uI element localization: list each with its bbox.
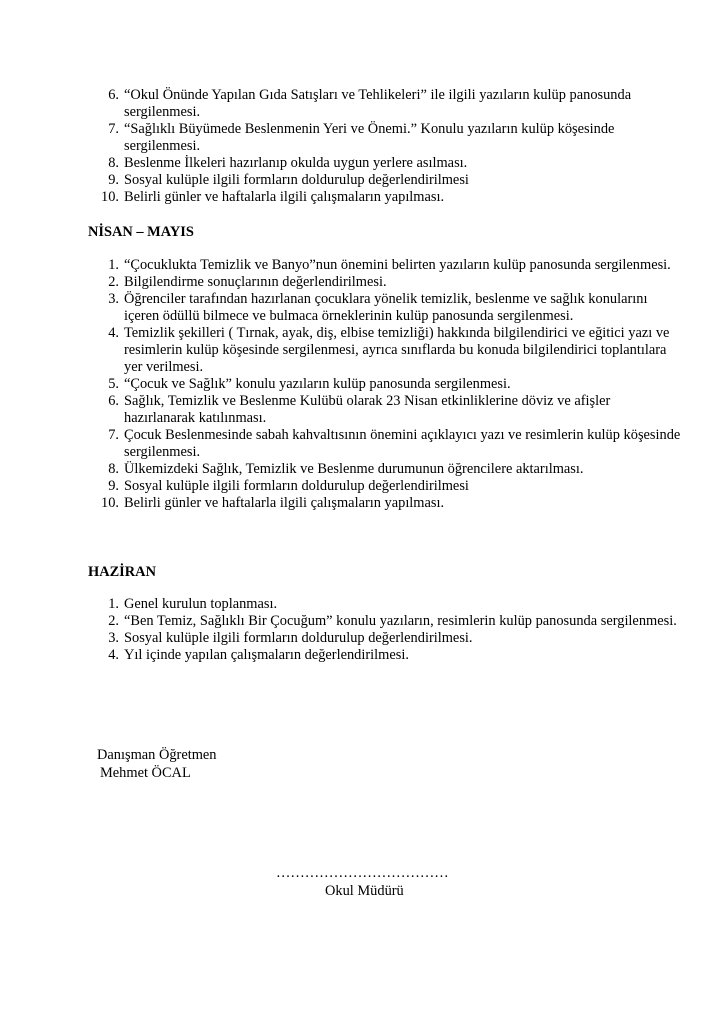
item-number: 10. xyxy=(101,495,119,511)
section-title-haziran: HAZİRAN xyxy=(88,564,156,580)
item-number: 4. xyxy=(108,647,119,663)
principal-role: Okul Müdürü xyxy=(325,883,404,899)
list-haziran xyxy=(81,596,684,664)
list-item xyxy=(81,647,684,664)
item-number: 2. xyxy=(108,274,119,290)
item-text: Belirli günler ve haftalarla ilgili çalışmaların yapılması. xyxy=(124,189,445,205)
list-item xyxy=(81,189,684,206)
item-number: 3. xyxy=(108,630,119,646)
item-text: Bilgilendirme sonuçlarının değerlendirilmesi. xyxy=(124,274,387,290)
item-number: 8. xyxy=(108,461,119,477)
list-item xyxy=(81,495,684,512)
item-number: 7. xyxy=(108,121,119,137)
list-item xyxy=(81,87,684,121)
item-text: Ülkemizdeki Sağlık, Temizlik ve Beslenme durumunun öğrencilere aktarılması. xyxy=(124,461,584,477)
list-item xyxy=(81,596,684,613)
item-text: Sağlık, Temizlik ve Beslenme Kulübü olarak 23 Nisan etkinliklerine döviz ve afişler hazırlanarak katılınması. xyxy=(124,393,611,426)
item-text: “Çocuklukta Temizlik ve Banyo”nun önemini belirten yazıların kulüp panosunda sergilenmesi. xyxy=(124,257,671,273)
item-number: 1. xyxy=(108,596,119,612)
advisor-role: Danışman Öğretmen xyxy=(97,747,217,763)
list-item xyxy=(81,172,684,189)
item-number: 1. xyxy=(108,257,119,273)
item-text: Temizlik şekilleri ( Tırnak, ayak, diş, elbise temizliği) hakkında bilgilendirici ve eğitici yazı ve resimlerin kulüp köşesinde sergilenmesi, ayrıca sınıflarda bu konuda bilgilendirici toplantılara yer verilmesi. xyxy=(124,325,670,375)
item-text: Beslenme İlkeleri hazırlanıp okulda uygun yerlere asılması. xyxy=(124,155,468,171)
item-number: 2. xyxy=(108,613,119,629)
item-text: Belirli günler ve haftalarla ilgili çalışmaların yapılması. xyxy=(124,495,445,511)
list-item xyxy=(81,325,684,376)
list-item xyxy=(81,393,684,427)
item-number: 4. xyxy=(108,325,119,341)
item-text: Sosyal kulüple ilgili formların doldurulup değerlendirilmesi xyxy=(124,172,469,188)
list-item xyxy=(81,478,684,495)
item-text: Sosyal kulüple ilgili formların doldurulup değerlendirilmesi. xyxy=(124,630,473,646)
item-number: 6. xyxy=(108,393,119,409)
list-item xyxy=(81,613,684,630)
list-item xyxy=(81,155,684,172)
list-item xyxy=(81,461,684,478)
item-number: 5. xyxy=(108,376,119,392)
item-number: 8. xyxy=(108,155,119,171)
item-number: 9. xyxy=(108,172,119,188)
section-title-nisan-mayis: NİSAN – MAYIS xyxy=(88,224,194,240)
list-top xyxy=(81,87,684,206)
item-text: Yıl içinde yapılan çalışmaların değerlendirilmesi. xyxy=(124,647,409,663)
signature-dots: ……………………………… xyxy=(276,865,449,881)
list-item xyxy=(81,121,684,155)
item-text: Sosyal kulüple ilgili formların doldurulup değerlendirilmesi xyxy=(124,478,469,494)
item-text: Öğrenciler tarafından hazırlanan çocuklara yönelik temizlik, beslenme ve sağlık konularını içeren ödüllü bilmece ve bulmaca örneklerinin kulüp panosunda sergilenmesi. xyxy=(124,291,648,324)
list-item xyxy=(81,427,684,461)
item-text: “Okul Önünde Yapılan Gıda Satışları ve Tehlikeleri” ile ilgili yazıların kulüp panosunda sergilenmesi. xyxy=(124,87,632,120)
list-item xyxy=(81,630,684,647)
item-text: “Ben Temiz, Sağlıklı Bir Çocuğum” konulu yazıların, resimlerin kulüp panosunda sergilenmesi. xyxy=(124,613,677,629)
item-text: Genel kurulun toplanması. xyxy=(124,596,278,612)
item-text: “Çocuk ve Sağlık” konulu yazıların kulüp panosunda sergilenmesi. xyxy=(124,376,511,392)
list-item xyxy=(81,274,684,291)
item-number: 6. xyxy=(108,87,119,103)
item-text: “Sağlıklı Büyümede Beslenmenin Yeri ve Önemi.” Konulu yazıların kulüp köşesinde sergilenmesi. xyxy=(124,121,615,154)
list-nisan-mayis xyxy=(81,257,684,512)
advisor-name: Mehmet ÖCAL xyxy=(100,765,191,781)
list-item xyxy=(81,291,684,325)
item-number: 9. xyxy=(108,478,119,494)
item-text: Çocuk Beslenmesinde sabah kahvaltısının önemini açıklayıcı yazı ve resimlerin kulüp köşesinde sergilenmesi. xyxy=(124,427,681,460)
list-item xyxy=(81,257,684,274)
item-number: 3. xyxy=(108,291,119,307)
item-number: 10. xyxy=(101,189,119,205)
list-item xyxy=(81,376,684,393)
item-number: 7. xyxy=(108,427,119,443)
